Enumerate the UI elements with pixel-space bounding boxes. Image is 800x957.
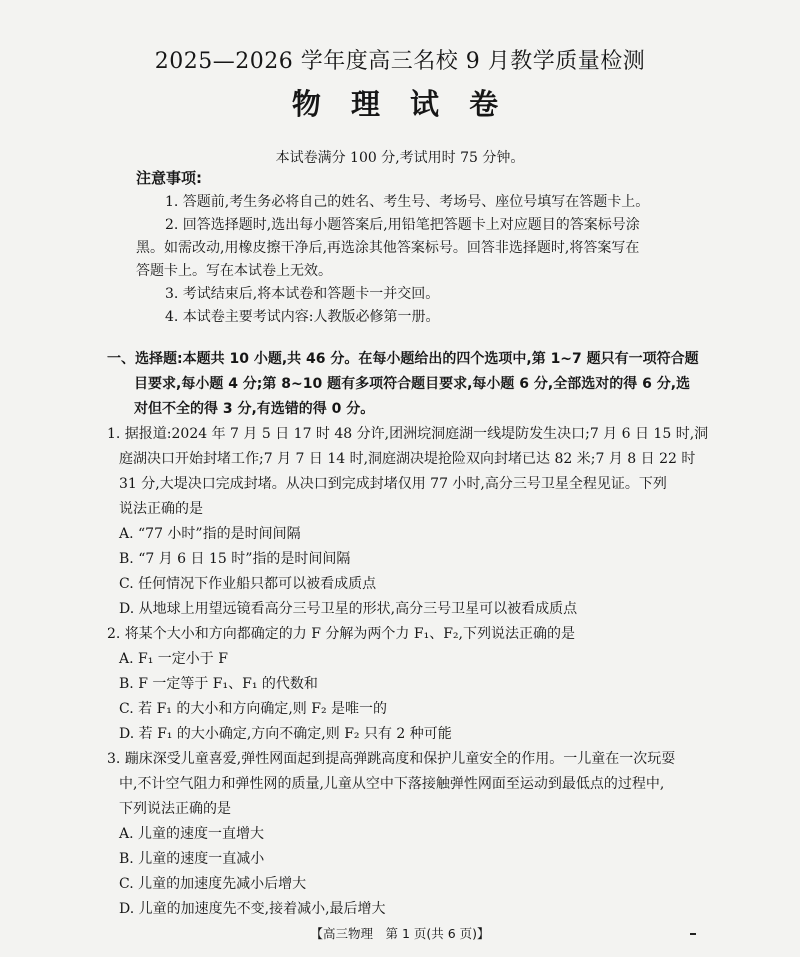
option-d: D. 若 F₁ 的大小确定,方向不确定,则 F₂ 只有 2 种可能: [119, 726, 452, 742]
question-stem: 1. 据报道:2024 年 7 月 5 日 17 时 48 分许,团洲垸洞庭湖一线堤防发生决口;7 月 6 日 15 时,洞: [107, 426, 709, 442]
option-d: D. 从地球上用望远镜看高分三号卫星的形状,高分三号卫星可以被看成质点: [119, 601, 578, 617]
notice-line: 4. 本试卷主要考试内容:人教版必修第一册。: [165, 309, 440, 325]
section-heading: 一、选择题:本题共 10 小题,共 46 分。在每小题给出的四个选项中,第 1~7 题只有一项符合题: [107, 351, 699, 367]
question-stem: 下列说法正确的是: [119, 801, 231, 817]
notice-title: 注意事项:: [136, 169, 202, 187]
exam-title: 2025—2026 学年度高三名校 9 月教学质量检测: [154, 49, 646, 74]
exam-subject: 物 理 试 卷: [291, 87, 509, 121]
score-note: 本试卷满分 100 分,考试用时 75 分钟。: [275, 150, 525, 166]
notice-line: 3. 考试结束后,将本试卷和答题卡一并交回。: [165, 286, 440, 302]
question-stem: 31 分,大堤决口完成封堵。从决口到完成封堵仅用 77 小时,高分三号卫星全程见证。下列: [119, 476, 667, 492]
option-a: A. 儿童的速度一直增大: [119, 826, 265, 842]
option-c: C. 任何情况下作业船只都可以被看成质点: [119, 576, 377, 592]
option-b: B. “7 月 6 日 15 时”指的是时间间隔: [119, 551, 351, 567]
notice-line: 答题卡上。写在本试卷上无效。: [136, 263, 332, 279]
option-b: B. 儿童的速度一直减小: [119, 851, 265, 867]
section-line: 目要求,每小题 4 分;第 8~10 题有多项符合题目要求,每小题 6 分,全部选对的得 6 分,选: [134, 376, 691, 392]
scan-mark: [690, 933, 696, 935]
section-line: 对但不全的得 3 分,有选错的得 0 分。: [134, 401, 375, 417]
option-b: B. F 一定等于 F₁、F₁ 的代数和: [119, 676, 318, 692]
option-c: C. 儿童的加速度先减小后增大: [119, 876, 307, 892]
option-c: C. 若 F₁ 的大小和方向确定,则 F₂ 是唯一的: [119, 701, 388, 717]
page-footer: 【高三物理 第 1 页(共 6 页)】: [310, 926, 490, 941]
option-d: D. 儿童的加速度先不变,接着减小,最后增大: [119, 901, 386, 917]
question-stem: 3. 蹦床深受儿童喜爱,弹性网面起到提高弹跳高度和保护儿童安全的作用。一儿童在一次玩耍: [107, 751, 676, 767]
question-stem: 2. 将某个大小和方向都确定的力 F 分解为两个力 F₁、F₂,下列说法正确的是: [107, 626, 575, 642]
notice-line: 黑。如需改动,用橡皮擦干净后,再选涂其他答案标号。回答非选择题时,将答案写在: [136, 240, 640, 256]
notice-line: 2. 回答选择题时,选出每小题答案后,用铅笔把答题卡上对应题目的答案标号涂: [165, 217, 640, 233]
question-stem: 中,不计空气阻力和弹性网的质量,儿童从空中下落接触弹性网面至运动到最低点的过程中,: [119, 776, 665, 792]
option-a: A. “77 小时”指的是时间间隔: [119, 526, 301, 542]
question-stem: 说法正确的是: [119, 501, 203, 517]
option-a: A. F₁ 一定小于 F: [119, 651, 228, 667]
notice-line: 1. 答题前,考生务必将自己的姓名、考生号、考场号、座位号填写在答题卡上。: [165, 194, 650, 210]
question-stem: 庭湖决口开始封堵工作;7 月 7 日 14 时,洞庭湖决堤抢险双向封堵已达 82 米;7 月 8 日 22 时: [119, 451, 696, 467]
